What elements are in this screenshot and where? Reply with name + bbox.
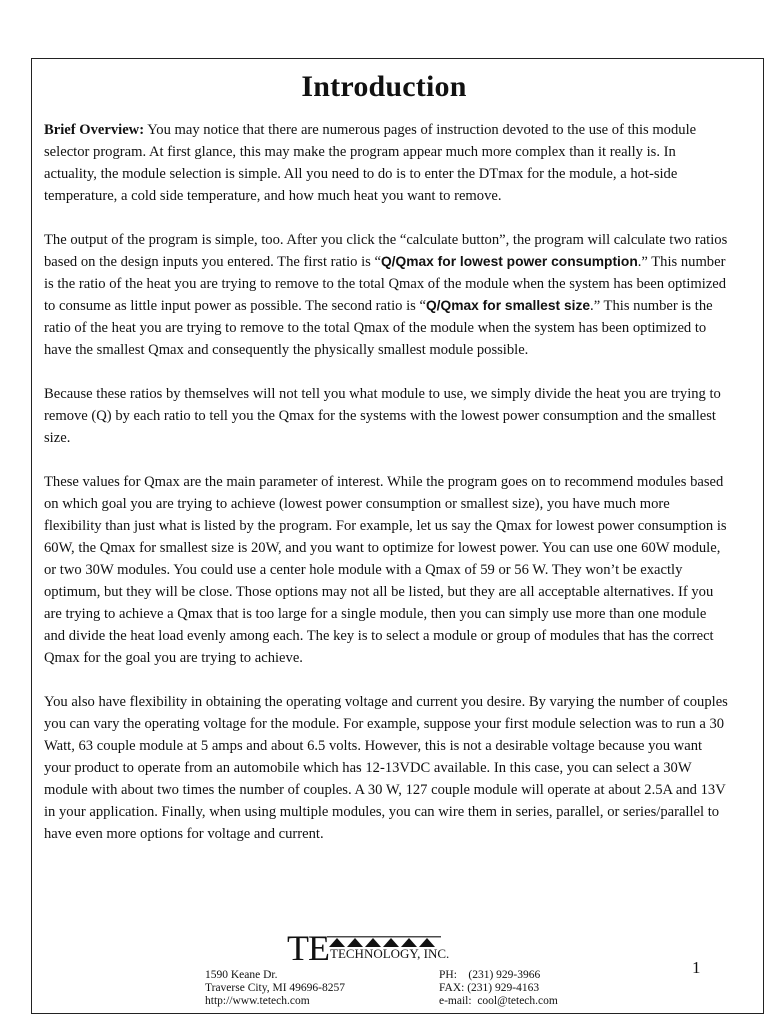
body-text (44, 119, 728, 867)
website-link[interactable]: http://www.tetech.com (205, 995, 310, 1007)
output-text-part2: .” This number is the ratio of the heat you are trying to remove to the total Qmax of the module when the system has been optimized to consume as little input power as possible. The second ratio is “ (44, 254, 727, 314)
company-contact (439, 969, 558, 1008)
address-street: 1590 Keane Dr. (205, 969, 278, 981)
contact-phone: PH: (231) 929-3966 (439, 969, 541, 981)
logo-company-name: TECHNOLOGY, INC. (330, 946, 450, 961)
paragraph-program-output (44, 229, 728, 361)
brief-overview-text: You may notice that there are numerous pages of instruction devoted to the use of this module selector program. At first glance, this may make the program appear much more complex than it really is. In actuality, the module selection is simple. All you need to do is to enter the DTmax for the module, a hot-side temperature, a cold side temperature, and how much heat you want to remove. (44, 122, 697, 204)
smallest-size-term: Q/Qmax for smallest size (425, 298, 591, 313)
lowest-power-term: Q/Qmax for lowest power consumption (380, 254, 638, 269)
contact-email[interactable]: e-mail: cool@tetech.com (439, 995, 558, 1007)
output-text-part1: The output of the program is simple, too. After you click the “calculate button”, the program will calculate two ratios based on the design inputs you entered. The first ratio is “ (44, 232, 728, 270)
paragraph-brief-overview (44, 119, 728, 207)
page-title: Introduction (301, 70, 467, 103)
paragraph-voltage-current: You also have flexibility in obtaining the operating voltage and current you desire. By varying the number of couples you can vary the operating voltage for the module. For example, suppose your first module selection was to run a 30 Watt, 63 couple module at 5 amps and about 6.5 volts. However, this is not a desirable voltage because you want your product to operate from an automobile which has 12-13VDC available. In this case, you can select a 30W module with about two times the number of couples. A 30 W, 127 couple module will operate at about 2.5A and 13V in your application. Finally, when using multiple modules, you can wire them in series, parallel, or series/parallel to have even more options for voltage and current. (44, 694, 728, 842)
company-logo (287, 930, 487, 966)
company-address (205, 969, 345, 1008)
paragraph-ratios: Because these ratios by themselves will not tell you what module to use, we simply divide the heat you are trying to remove (Q) by each ratio to tell you the Qmax for the systems with the lowest power consumption and the smallest size. (44, 386, 721, 446)
output-text-part3: .” This number is the ratio of the heat you are trying to remove to the total Qmax of the module when the system has been optimized to have the smallest Qmax and consequently the physically smallest module possible. (44, 298, 713, 358)
address-city: Traverse City, MI 49696-8257 (205, 982, 346, 994)
paragraph-qmax-values: These values for Qmax are the main parameter of interest. While the program goes on to recommend modules based on which goal you are trying to achieve (lowest power consumption or smallest size), you have much more flexibility than just what is listed by the program. For example, let us say the Qmax for lowest power consumption is 60W, the Qmax for smallest size is 20W, and you want to optimize for lowest power. You can use one 60W module, or two 30W modules. You could use a center hole module with a Qmax of 59 or 56 W. They won’t be exactly optimum, but they will be close. Those options may not all be listed, but they are all acceptable alternatives. If you are trying to achieve a Qmax that is too large for a single module, then you can simply use more than one module and divide the heat load evenly among each. The key is to select a module or group of modules that has the correct Qmax for the goal you are trying to achieve. (44, 474, 727, 666)
page-number: 1 (692, 958, 701, 977)
logo-letters: TE (287, 928, 329, 968)
brief-overview-lead: Brief Overview: (44, 122, 145, 138)
contact-fax: FAX: (231) 929-4163 (439, 982, 540, 994)
